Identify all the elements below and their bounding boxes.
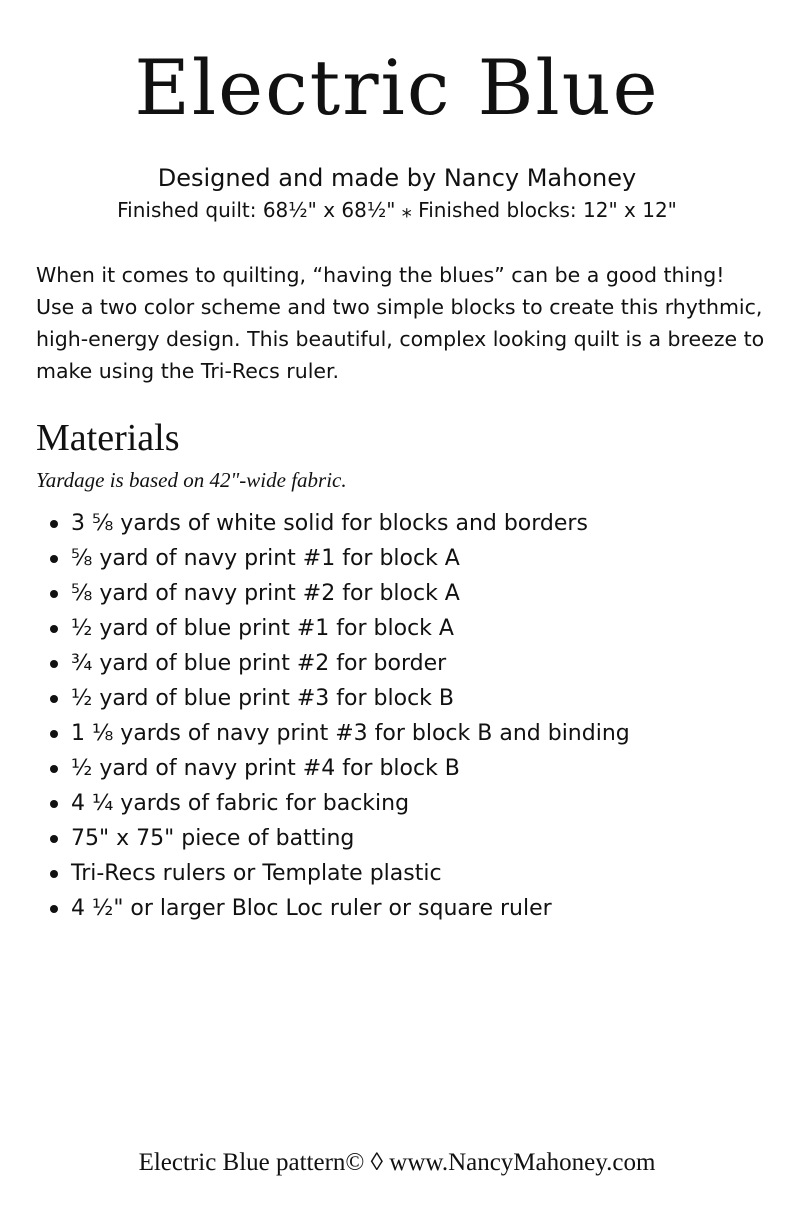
list-item-text: ½ yard of blue print #3 for block B <box>71 686 454 711</box>
list-item <box>44 506 630 541</box>
list-item <box>44 646 630 681</box>
materials-list <box>44 506 630 926</box>
list-item-text: 4 ¼ yards of fabric for backing <box>71 791 410 816</box>
list-item-text: 1 ⅛ yards of navy print #3 for block B and binding <box>71 721 630 746</box>
bullet-icon <box>50 730 58 738</box>
list-item-text: ½ yard of blue print #1 for block A <box>71 616 454 641</box>
list-item <box>44 541 630 576</box>
list-item <box>44 856 630 891</box>
bullet-icon <box>50 905 58 913</box>
footer-copyright: Electric Blue pattern© ◊ www.NancyMahoney.com <box>138 1149 656 1176</box>
bullet-icon <box>50 765 58 773</box>
list-item <box>44 891 630 926</box>
list-item-text: ⅝ yard of navy print #2 for block A <box>71 581 460 606</box>
list-item-text: 4 ½" or larger Bloc Loc ruler or square ruler <box>71 896 552 921</box>
list-item-text: ½ yard of navy print #4 for block B <box>71 756 460 781</box>
list-item-text: 75" x 75" piece of batting <box>71 826 355 851</box>
bullet-icon <box>50 870 58 878</box>
list-item <box>44 716 630 751</box>
list-item <box>44 786 630 821</box>
list-item <box>44 611 630 646</box>
bullet-icon <box>50 695 58 703</box>
list-item-text: ⅝ yard of navy print #1 for block A <box>71 546 460 571</box>
list-item <box>44 821 630 856</box>
bullet-icon <box>50 555 58 563</box>
bullet-icon <box>50 625 58 633</box>
finished-size: Finished quilt: 68½" x 68½" ⁎ Finished blocks: 12" x 12" <box>117 198 677 222</box>
intro-paragraph: When it comes to quilting, “having the blues” can be a good thing! Use a two color scheme and two simple blocks to create this rhythmic, high-energy design. This beautiful, complex looking quilt is a breeze to make using the Tri-Recs ruler. <box>36 263 765 383</box>
bullet-icon <box>50 800 58 808</box>
bullet-icon <box>50 590 58 598</box>
designer-credit: Designed and made by Nancy Mahoney <box>157 164 637 192</box>
list-item <box>44 576 630 611</box>
list-item-text: Tri-Recs rulers or Template plastic <box>71 861 442 886</box>
materials-heading: Materials <box>36 417 180 459</box>
page-title: Electric Blue <box>134 43 660 132</box>
list-item <box>44 681 630 716</box>
list-item-text: ¾ yard of blue print #2 for border <box>71 651 447 676</box>
materials-note: Yardage is based on 42"-wide fabric. <box>36 468 347 492</box>
bullet-icon <box>50 835 58 843</box>
bullet-icon <box>50 660 58 668</box>
bullet-icon <box>50 520 58 528</box>
list-item-text: 3 ⅝ yards of white solid for blocks and borders <box>71 511 588 536</box>
list-item <box>44 751 630 786</box>
